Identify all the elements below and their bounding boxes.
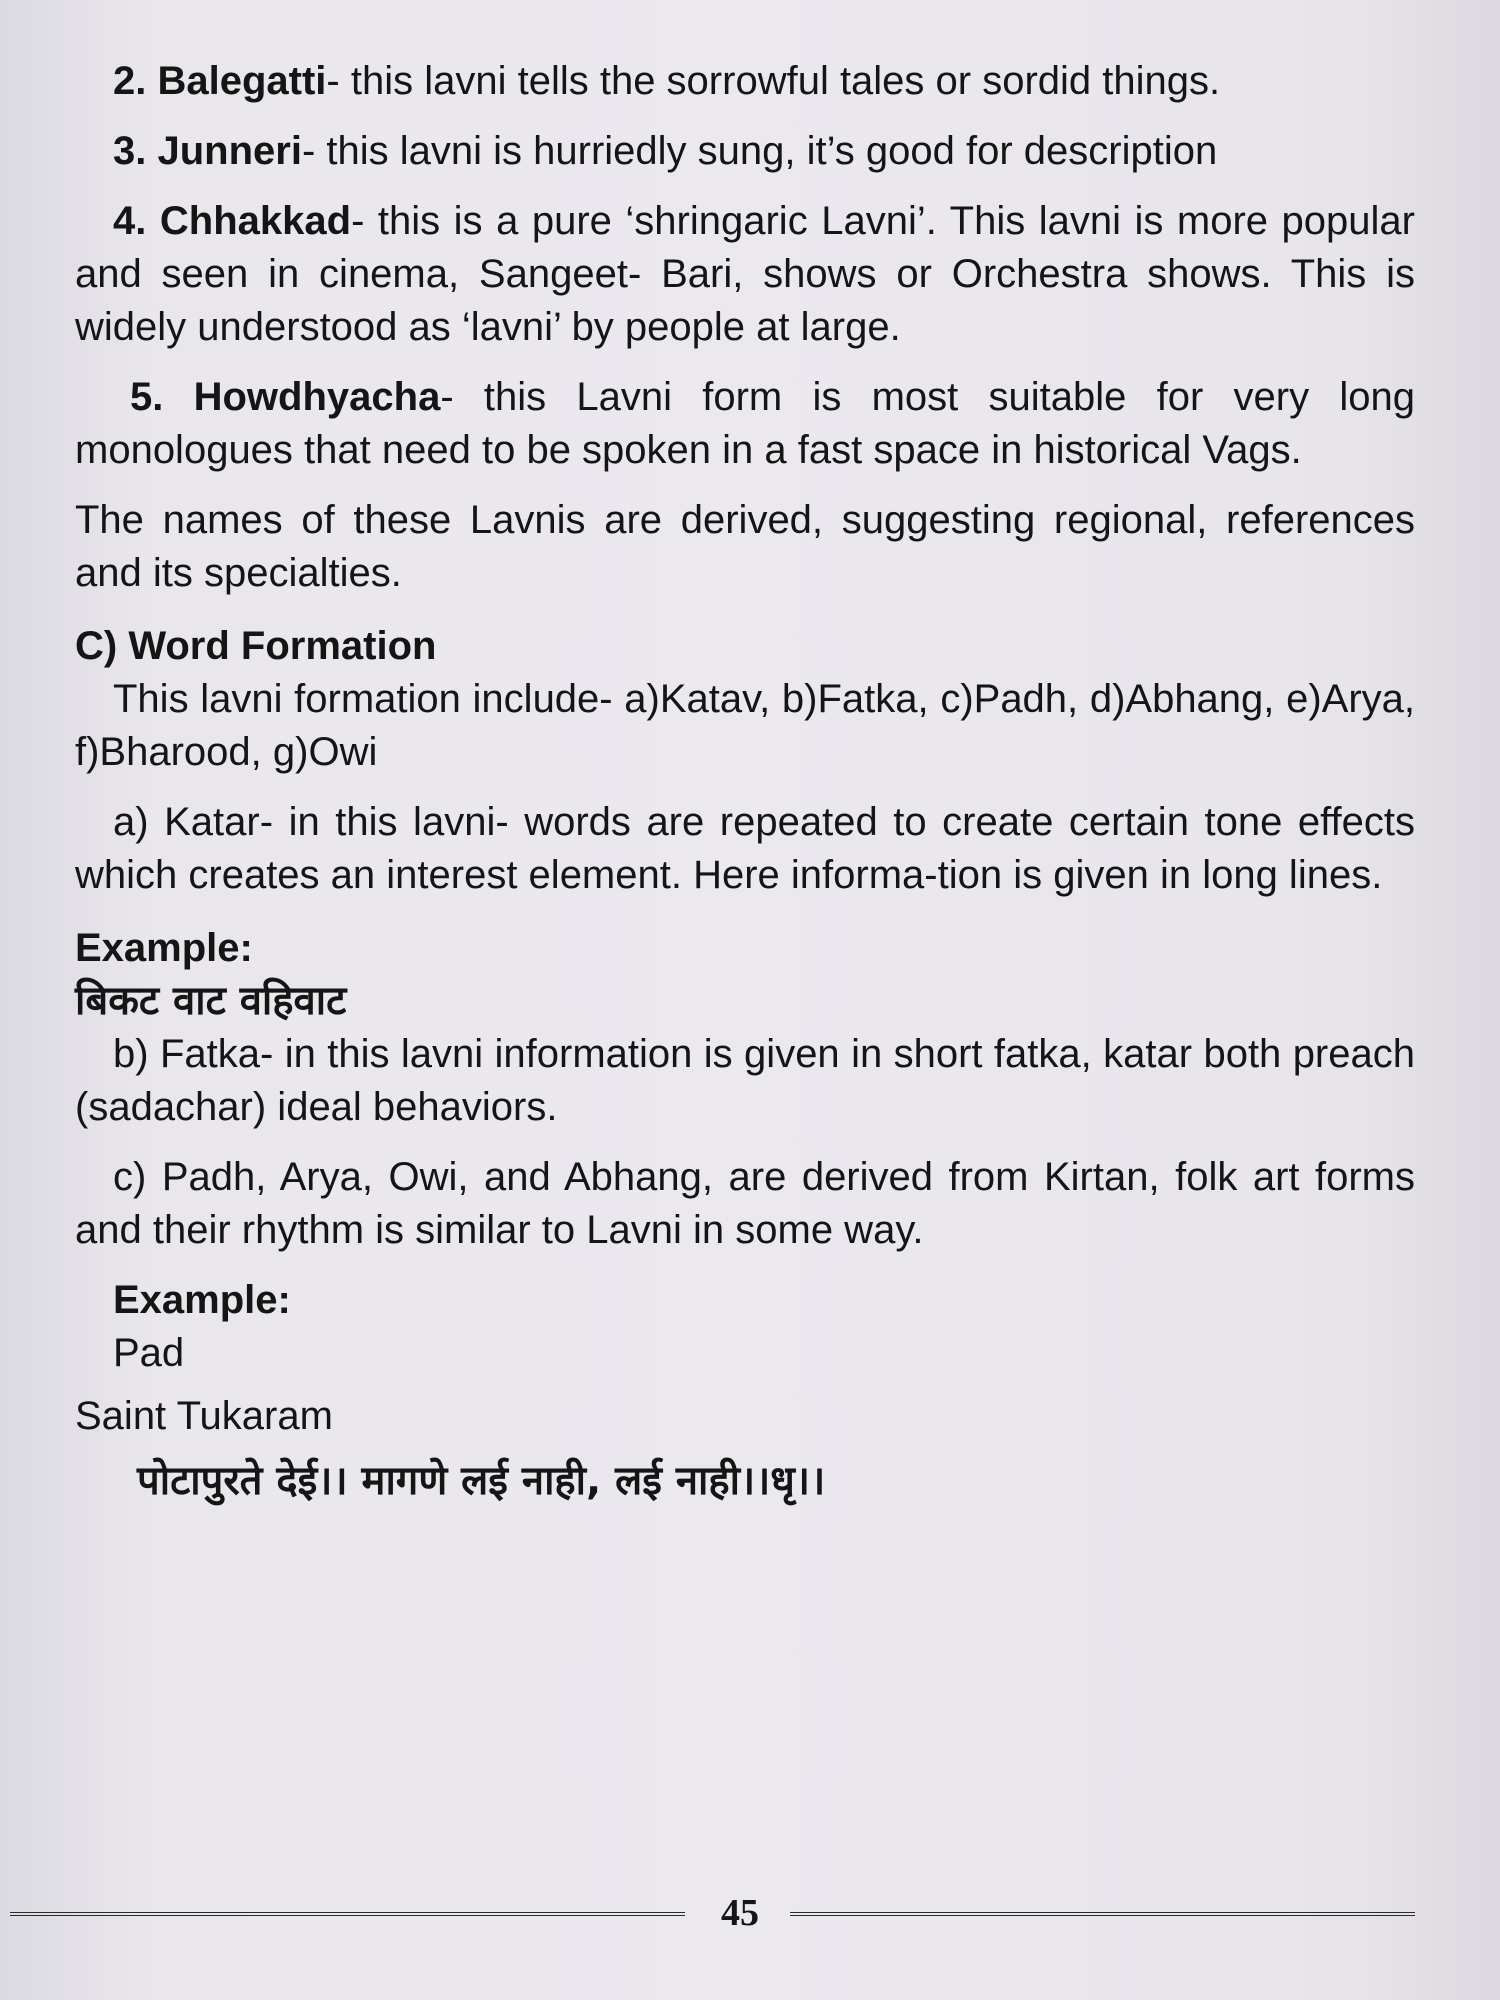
lavni-type-item: [75, 55, 1415, 108]
page-number: 45: [721, 1892, 759, 1934]
example-type: Pad: [113, 1331, 185, 1375]
page-footer: [0, 1888, 1500, 1938]
hindi-example: बिकट वाट वहिवाट: [75, 978, 347, 1024]
item-number: 5.: [130, 375, 164, 419]
lavni-type-item: [75, 195, 1415, 354]
item-description: - this is a pure ‘shringaric Lavni’. This lavni is more popular and seen in cinema, Sangeet- Bari, shows or Orchestra shows. This is widely understood as ‘lavni’ by people at large.: [75, 199, 1415, 349]
example-label: Example:: [113, 1278, 291, 1322]
item-term: Balegatti: [157, 59, 327, 103]
lavni-type-item: [75, 125, 1415, 178]
hindi-verse: पोटापुरते देई।। मागणे लई नाही, लई नाही।।धृ।।: [137, 1458, 826, 1504]
item-description: - this lavni tells the sorrowful tales or sordid things.: [326, 59, 1221, 103]
page-content: [75, 55, 1415, 1508]
item-number: 2.: [113, 59, 147, 103]
padh-paragraph: c) Padh, Arya, Owi, and Abhang, are derived from Kirtan, folk art forms and their rhythm is similar to Lavni in some way.: [75, 1155, 1415, 1252]
item-term: Chhakkad: [159, 199, 352, 243]
item-number: 3.: [113, 129, 147, 173]
item-term: Howdhyacha: [193, 375, 441, 419]
footer-rule-left: [10, 1912, 685, 1916]
lavni-type-item: [75, 371, 1415, 477]
item-term: Junneri: [157, 129, 302, 173]
formation-intro: This lavni formation include- a)Katav, b)Fatka, c)Padh, d)Abhang, e)Arya, f)Bharood, g)Owi: [75, 677, 1415, 774]
item-description: - this Lavni form is most suitable for very long monologues that need to be spoken in a fast space in historical Vags.: [75, 375, 1415, 472]
footer-rule-right: [790, 1912, 1415, 1916]
author-name: Saint Tukaram: [75, 1394, 333, 1438]
fatka-paragraph: b) Fatka- in this lavni information is given in short fatka, katar both preach (sadachar) ideal behaviors.: [75, 1032, 1415, 1129]
names-paragraph: The names of these Lavnis are derived, suggesting regional, references and its specialties.: [75, 498, 1415, 595]
item-number: 4.: [113, 199, 147, 243]
katar-paragraph: a) Katar- in this lavni- words are repeated to create certain tone effects which creates an interest element. Here informa-tion is given in long lines.: [75, 800, 1415, 897]
item-description: - this lavni is hurriedly sung, it’s good for description: [301, 129, 1218, 173]
section-heading: C) Word Formation: [75, 624, 437, 668]
example-label: Example:: [75, 926, 253, 970]
